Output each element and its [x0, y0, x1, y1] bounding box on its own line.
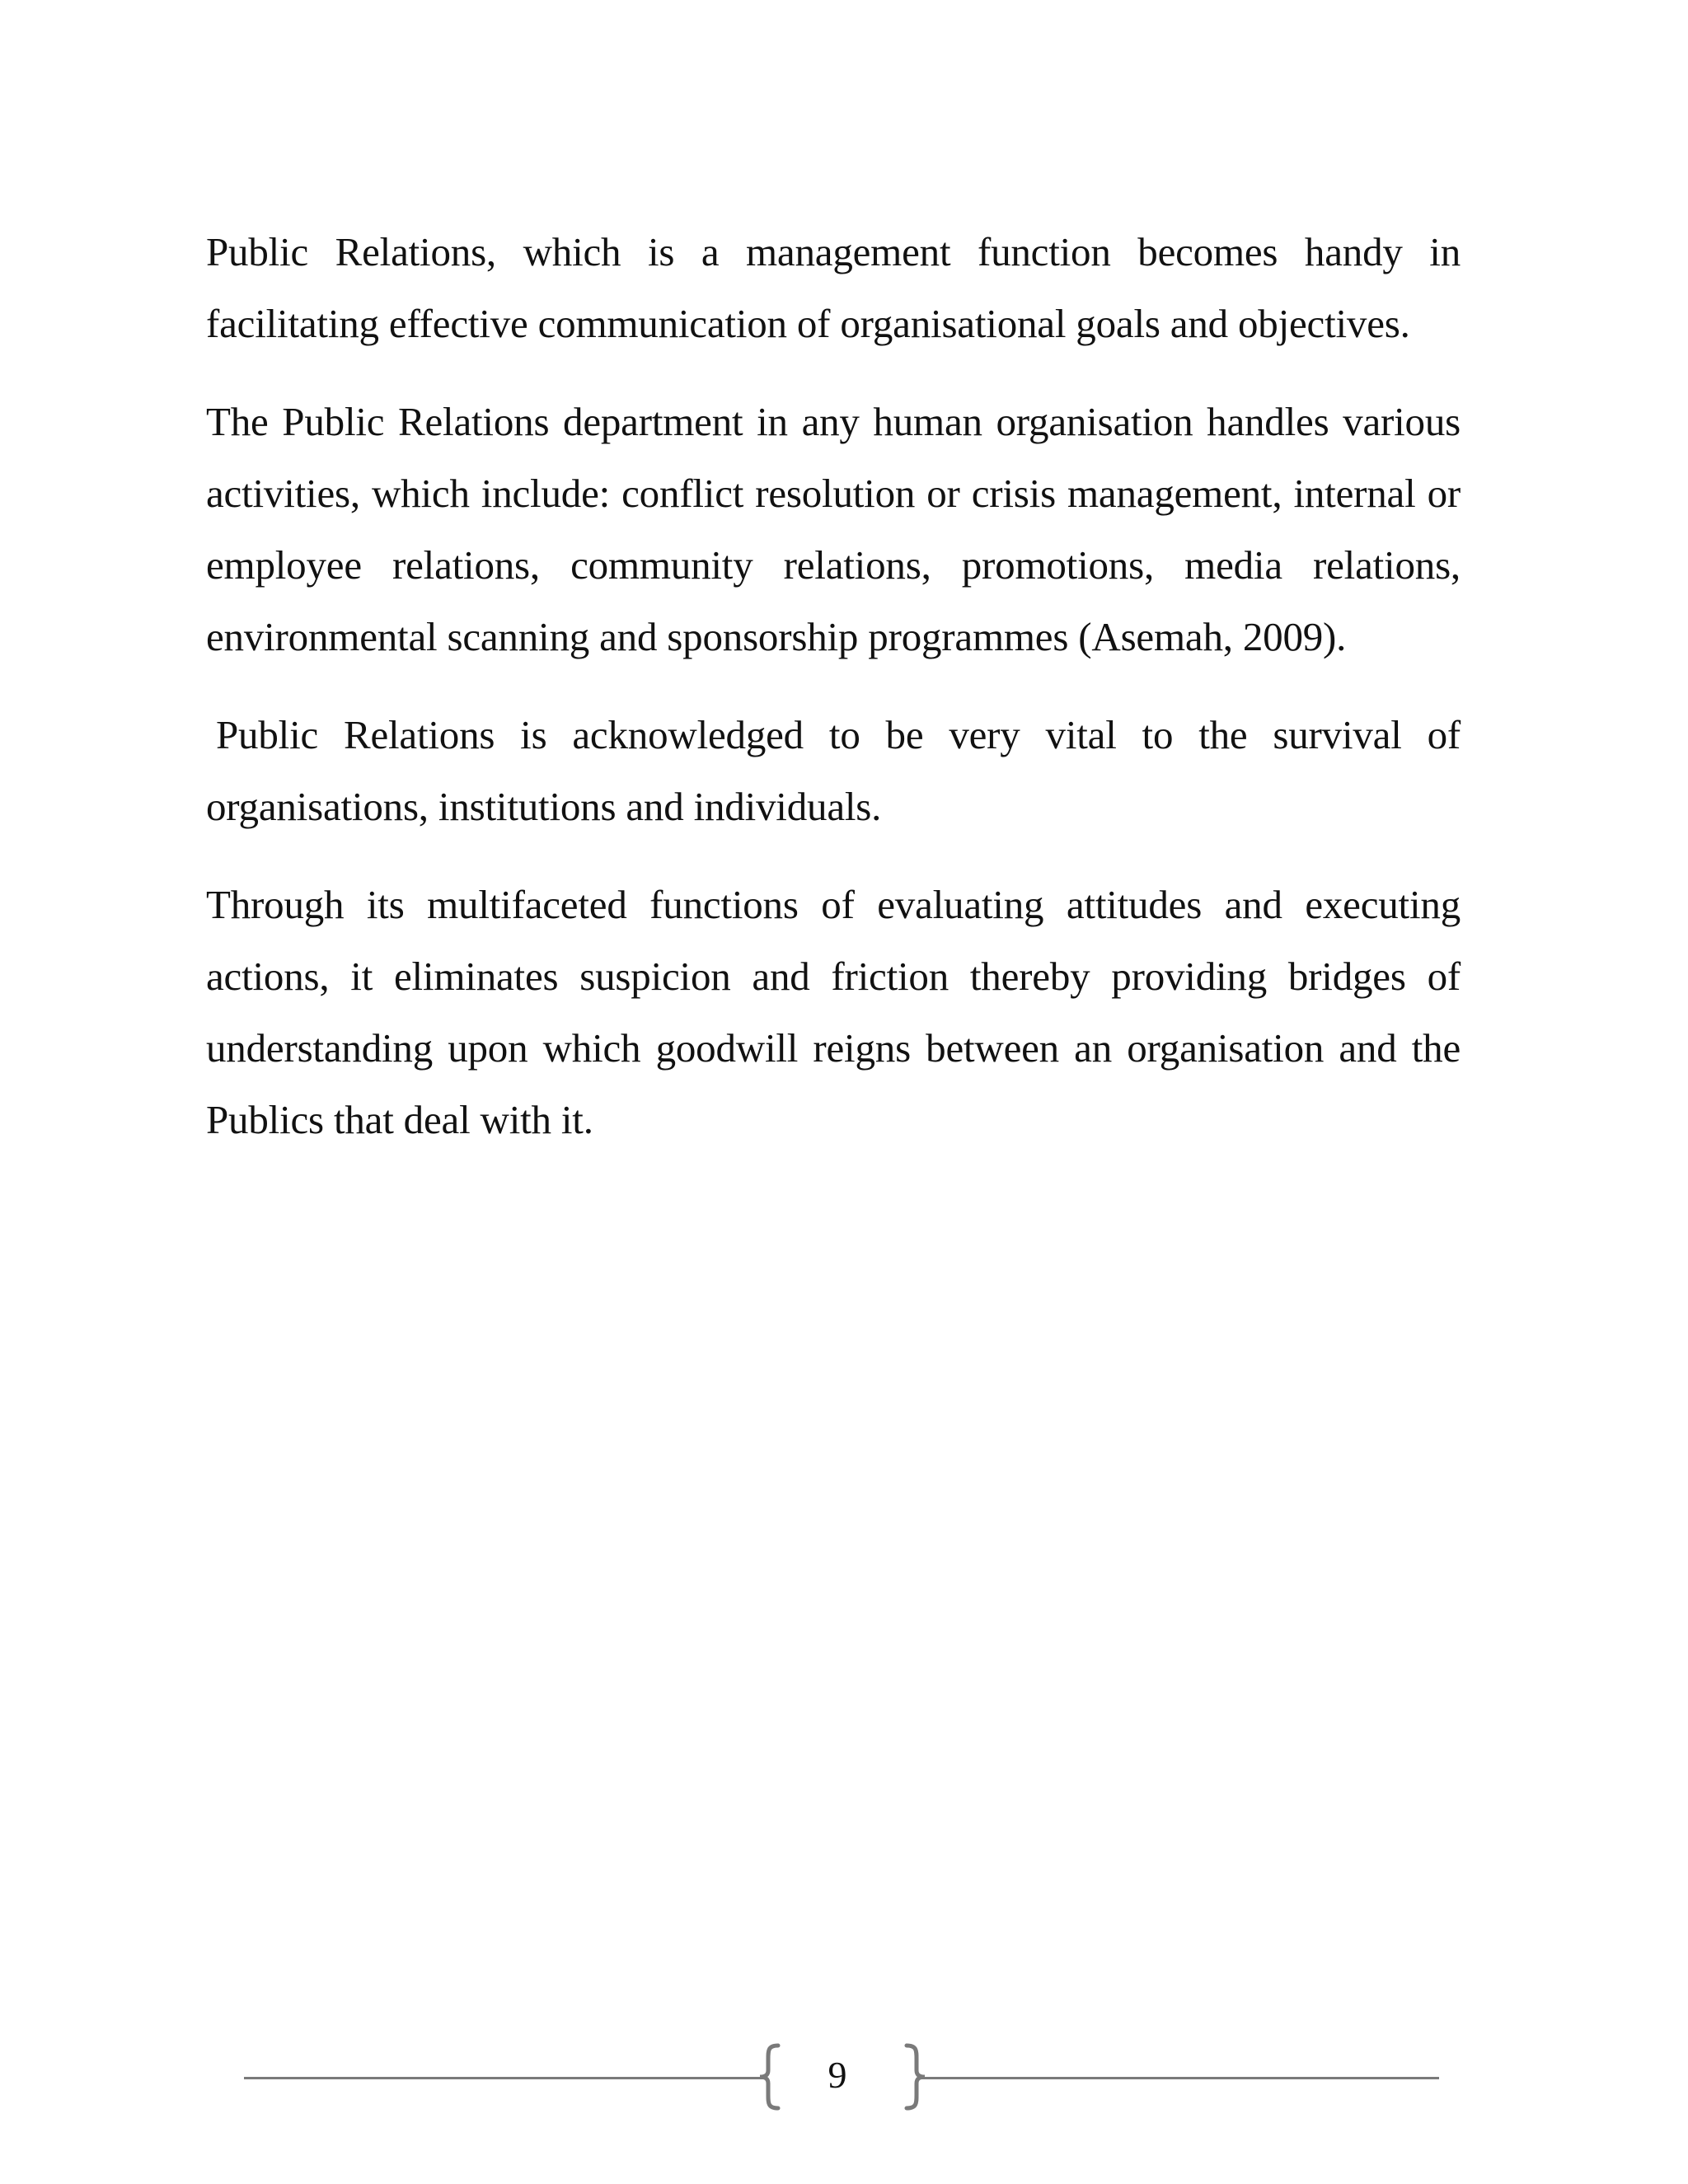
page-number: 9 [828, 2054, 847, 2096]
page-footer [244, 2042, 1439, 2111]
paragraph-pr-department-activities: The Public Relations department in any human organisation handles various activities, which include: conflict resolution or crisis management, internal or employee relations, community relations, promotions, media relations, environmental scanning and sponsorship programmes (Asemah, 2009). [206, 399, 1461, 659]
paragraph-pr-vital-survival: Public Relations is acknowledged to be very vital to the survival of organisations, institutions and individuals. [206, 712, 1461, 829]
footer-rule-right [920, 2077, 1439, 2079]
body-text [206, 216, 1461, 1182]
footer-rule-left [244, 2077, 763, 2079]
paragraph-pr-management-function: Public Relations, which is a management function becomes handy in facilitating effective communication of organisational goals and objectives. [206, 229, 1461, 346]
paragraph-pr-multifaceted-functions: Through its multifaceted functions of evaluating attitudes and executing actions, it eliminates suspicion and friction thereby providing bridges of understanding upon which goodwill reigns between an organisation and the Publics that deal with it. [206, 882, 1461, 1142]
left-brace-icon [753, 2042, 786, 2111]
